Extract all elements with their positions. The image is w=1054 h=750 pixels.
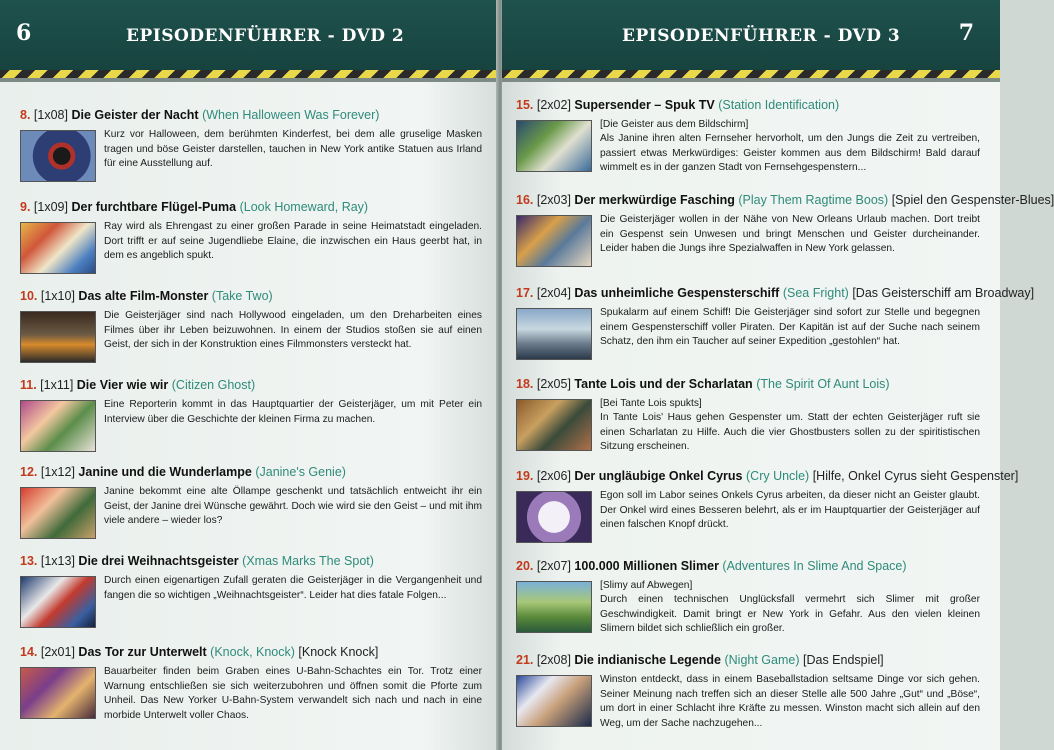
episode-original-title: (Xmas Marks The Spot) xyxy=(242,554,374,568)
episode-description: Bauarbeiter finden beim Graben eines U-Bahn-Schachtes ein Tor. Trotz einer Warnung entschließen sie sich weiterzubohren und öffnen somit die Pforte zum Unheil. Das New Yorker U-Bahn-System verwandelt sich nach und nach in eine morbide Unterwelt voller Chaos. xyxy=(104,666,482,721)
episode-entry xyxy=(20,378,482,452)
episode-original-title: (Cry Uncle) xyxy=(746,469,810,483)
episode-code: [1x11] xyxy=(40,378,74,392)
episode-heading xyxy=(516,377,980,392)
episode-description: Winston entdeckt, dass in einem Baseballstadion seltsame Dinge vor sich gehen. Seiner Meinung nach treffen sich an dieser Stelle alle 500 Jahre „Gut“ und „Böse“, um dort in einer Schlacht ihre Kräfte zu messen. Winston macht sich allein auf den Weg, um der Sache nachzugehen... xyxy=(600,674,980,729)
episode-number: 21. xyxy=(516,653,534,667)
christmas-scene-thumbnail xyxy=(20,576,96,628)
episode-code: [1x10] xyxy=(40,289,75,303)
episode-number: 19. xyxy=(516,469,534,483)
episode-number: 9. xyxy=(20,200,31,214)
episode-heading xyxy=(20,200,482,215)
city-slimer-thumbnail xyxy=(516,581,592,633)
episode-code: [2x01] xyxy=(40,645,75,659)
episode-number: 8. xyxy=(20,108,31,122)
parade-scene-thumbnail xyxy=(20,222,96,274)
episode-heading xyxy=(516,559,980,574)
episode-description: Egon soll im Labor seines Onkels Cyrus arbeiten, da dieser nicht an Geister glaubt. Der Onkel wird eines Besseren belehrt, als er im Hauptquartier der Geisterjäger auf einen falschen Knopf drückt. xyxy=(600,490,980,531)
episode-number: 14. xyxy=(20,645,38,659)
episode-title: Supersender – Spuk TV xyxy=(574,98,715,112)
underworld-gate-thumbnail xyxy=(20,667,96,719)
episode-heading xyxy=(516,193,1054,208)
episode-title: Der merkwürdige Fasching xyxy=(574,193,735,207)
episode-entry xyxy=(20,289,482,363)
episode-entry xyxy=(20,465,482,539)
episode-alt-title: [Spiel den Gespenster-Blues] xyxy=(891,193,1054,207)
episode-original-title: (When Halloween Was Forever) xyxy=(202,108,380,122)
episode-title: 100.000 Millionen Slimer xyxy=(574,559,719,573)
episode-code: [1x08] xyxy=(33,108,68,122)
episode-alt-title: [Knock Knock] xyxy=(298,645,379,659)
jazz-band-thumbnail xyxy=(516,215,592,267)
episode-description: Ray wird als Ehrengast zu einer großen Parade in seine Heimatstadt eingeladen. Dort trifft er auf seine Jugendliebe Elaine, die inzwischen ein Haus geerbt hat, in dem es angeblich spukt. xyxy=(104,221,482,262)
episode-code: [2x02] xyxy=(536,98,571,112)
episode-alt-title: [Die Geister aus dem Bildschirm] xyxy=(600,119,749,130)
episode-entry xyxy=(20,554,482,628)
episode-title: Die drei Weihnachtsgeister xyxy=(78,554,239,568)
episode-number: 15. xyxy=(516,98,534,112)
episode-original-title: (The Spirit Of Aunt Lois) xyxy=(756,377,890,391)
episode-number: 13. xyxy=(20,554,38,568)
episode-heading xyxy=(20,554,482,569)
episode-title: Tante Lois und der Scharlatan xyxy=(574,377,753,391)
episode-heading xyxy=(516,469,1019,484)
episode-code: [1x12] xyxy=(40,465,75,479)
episode-description: Durch einen eigenartigen Zufall geraten die Geisterjäger in die Vergangenheit und fangen die so wichtigen „Weihnachtsgeister“. Leider hat dies fatale Folgen... xyxy=(104,575,482,601)
episode-description: Janine bekommt eine alte Öllampe geschenkt und tatsächlich entweicht ihr ein Geist, der Janine drei Wünsche gewährt. Doch wie wird sie den Geist – und mit ihm viele andere – wieder los? xyxy=(104,486,482,527)
episode-description: Die Geisterjäger sind nach Hollywood eingeladen, um den Dreharbeiten eines Filmes über ihr Leben beizuwohnen. In einem der Studios stoßen sie auf einen Geist, der sich in der Konstruktion eines Filmmonsters versteckt hat. xyxy=(104,310,482,351)
episode-original-title: (Night Game) xyxy=(724,653,800,667)
hazard-stripe xyxy=(0,70,498,78)
episode-entry xyxy=(516,469,1019,543)
episode-entry xyxy=(20,645,482,723)
episode-number: 11. xyxy=(20,378,37,392)
stripe-shadow xyxy=(502,78,1000,82)
episode-entry xyxy=(20,200,482,274)
hazard-stripe xyxy=(502,70,1000,78)
episode-original-title: (Adventures In Slime And Space) xyxy=(722,559,907,573)
episode-alt-title: [Das Geisterschiff am Broadway] xyxy=(852,286,1035,300)
episode-heading xyxy=(20,108,482,123)
episode-code: [2x06] xyxy=(536,469,571,483)
episode-heading xyxy=(20,465,482,480)
left-page-header xyxy=(0,0,498,70)
episode-heading xyxy=(20,378,482,393)
episode-original-title: (Janine's Genie) xyxy=(255,465,346,479)
episode-heading xyxy=(20,645,482,660)
episode-description: Als Janine ihren alten Fernseher hervorholt, um den Jungs die Zeit zu vertreiben, passiert etwas Merkwürdiges: Geister kommen aus dem Bildschirm! Bald darauf wimmelt es in der ganzen Stadt von Fernsehgespenstern... xyxy=(600,133,980,174)
episode-heading xyxy=(20,289,482,304)
episode-number: 16. xyxy=(516,193,534,207)
episode-code: [2x04] xyxy=(536,286,571,300)
page-title: EPISODENFÜHRER - DVD 3 xyxy=(622,26,901,46)
right-page xyxy=(502,0,1054,750)
episode-description: In Tante Lois' Haus gehen Gespenster um. Statt der echten Geisterjäger ruft sie einen Scharlatan zu Hilfe. Auch die vier Ghostbusters sollen zu der spiritistischen Sitzung erscheinen. xyxy=(600,412,980,453)
episode-entry xyxy=(516,559,980,637)
episode-alt-title: [Hilfe, Onkel Cyrus sieht Gespenster] xyxy=(812,469,1019,483)
episode-number: 17. xyxy=(516,286,534,300)
headquarters-thumbnail xyxy=(20,400,96,452)
episode-description: Spukalarm auf einem Schiff! Die Geisterjäger sind sofort zur Stelle und begegnen einem Gespensterschiff voller Piraten. Der Kapitän ist auf der Suche nach seinem Schatz, den ihm ein Taucher auf seiner Expedition „gestohlen“ hat. xyxy=(600,307,980,348)
episode-title: Janine und die Wunderlampe xyxy=(78,465,252,479)
episode-code: [2x03] xyxy=(536,193,571,207)
tv-station-thumbnail xyxy=(516,120,592,172)
episode-title: Die Geister der Nacht xyxy=(71,108,199,122)
episode-original-title: (Play Them Ragtime Boos) xyxy=(738,193,889,207)
episode-alt-title: [Das Endspiel] xyxy=(803,653,884,667)
episode-title: Das Tor zur Unterwelt xyxy=(78,645,207,659)
episode-title: Die indianische Legende xyxy=(574,653,721,667)
episode-number: 20. xyxy=(516,559,534,573)
episode-title: Der furchtbare Flügel-Puma xyxy=(71,200,237,214)
episode-code: [1x09] xyxy=(33,200,68,214)
episode-alt-title: [Slimy auf Abwegen] xyxy=(600,580,693,591)
episode-original-title: (Look Homeward, Ray) xyxy=(239,200,369,214)
lab-ghost-thumbnail xyxy=(516,491,592,543)
episode-title: Die Vier wie wir xyxy=(76,378,169,392)
episode-code: [2x05] xyxy=(536,377,571,391)
episode-alt-title: [Bei Tante Lois spukts] xyxy=(600,398,702,409)
episode-title: Das unheimliche Gespensterschiff xyxy=(574,286,780,300)
stripe-shadow xyxy=(0,78,498,82)
page-title: EPISODENFÜHRER - DVD 2 xyxy=(126,26,405,46)
ghost-ship-thumbnail xyxy=(516,308,592,360)
episode-entry xyxy=(516,377,980,455)
episode-heading xyxy=(516,98,980,113)
episode-code: [2x08] xyxy=(536,653,571,667)
right-page-header xyxy=(502,0,1000,70)
episode-original-title: (Sea Fright) xyxy=(782,286,849,300)
episode-number: 10. xyxy=(20,289,38,303)
episode-entry xyxy=(516,193,1054,267)
episode-title: Das alte Film-Monster xyxy=(78,289,209,303)
episode-entry xyxy=(516,653,980,731)
episode-entry xyxy=(516,286,1035,360)
episode-number: 12. xyxy=(20,465,38,479)
baseball-winston-thumbnail xyxy=(516,675,592,727)
episode-original-title: (Station Identification) xyxy=(718,98,840,112)
janine-lamp-thumbnail xyxy=(20,487,96,539)
episode-original-title: (Knock, Knock) xyxy=(210,645,295,659)
episode-heading xyxy=(516,286,1035,301)
episode-description: Durch einen technischen Unglücksfall vermehrt sich Slimer mit großer Geschwindigkeit. Damit bringt er New York in Gefahr. Aus den vielen kleinen Slimern bildet sich schließlich ein großer. xyxy=(600,594,980,635)
episode-original-title: (Take Two) xyxy=(211,289,273,303)
episode-code: [1x13] xyxy=(40,554,75,568)
episode-description: Eine Reporterin kommt in das Hauptquartier der Geisterjäger, um mit Peter ein Interview über die Geschichte der kleinen Firma zu machen. xyxy=(104,399,482,425)
seance-thumbnail xyxy=(516,399,592,451)
film-studio-thumbnail xyxy=(20,311,96,363)
page-number: 6 xyxy=(16,20,32,46)
episode-original-title: (Citizen Ghost) xyxy=(171,378,256,392)
episode-title: Der ungläubige Onkel Cyrus xyxy=(574,469,743,483)
ghost-scene-thumbnail xyxy=(20,130,96,182)
episode-heading xyxy=(516,653,980,668)
episode-code: [2x07] xyxy=(536,559,571,573)
left-page xyxy=(0,0,498,750)
episode-number: 18. xyxy=(516,377,534,391)
episode-entry xyxy=(516,98,980,176)
episode-description: Die Geisterjäger wollen in der Nähe von New Orleans Urlaub machen. Dort treibt ein Gespenst sein Unwesen und bringt Menschen und Geister durcheinander. Leider haben die Jungs ihre Spezialwaffen in New York gelassen. xyxy=(600,214,980,255)
page-number: 7 xyxy=(958,20,974,46)
episode-description: Kurz vor Halloween, dem berühmten Kinderfest, bei dem alle gruselige Masken tragen und böse Geister darstellen, tauchen in New York antike Statuen aus Irland für eine Ausstellung auf. xyxy=(104,129,482,170)
episode-entry xyxy=(20,108,482,182)
